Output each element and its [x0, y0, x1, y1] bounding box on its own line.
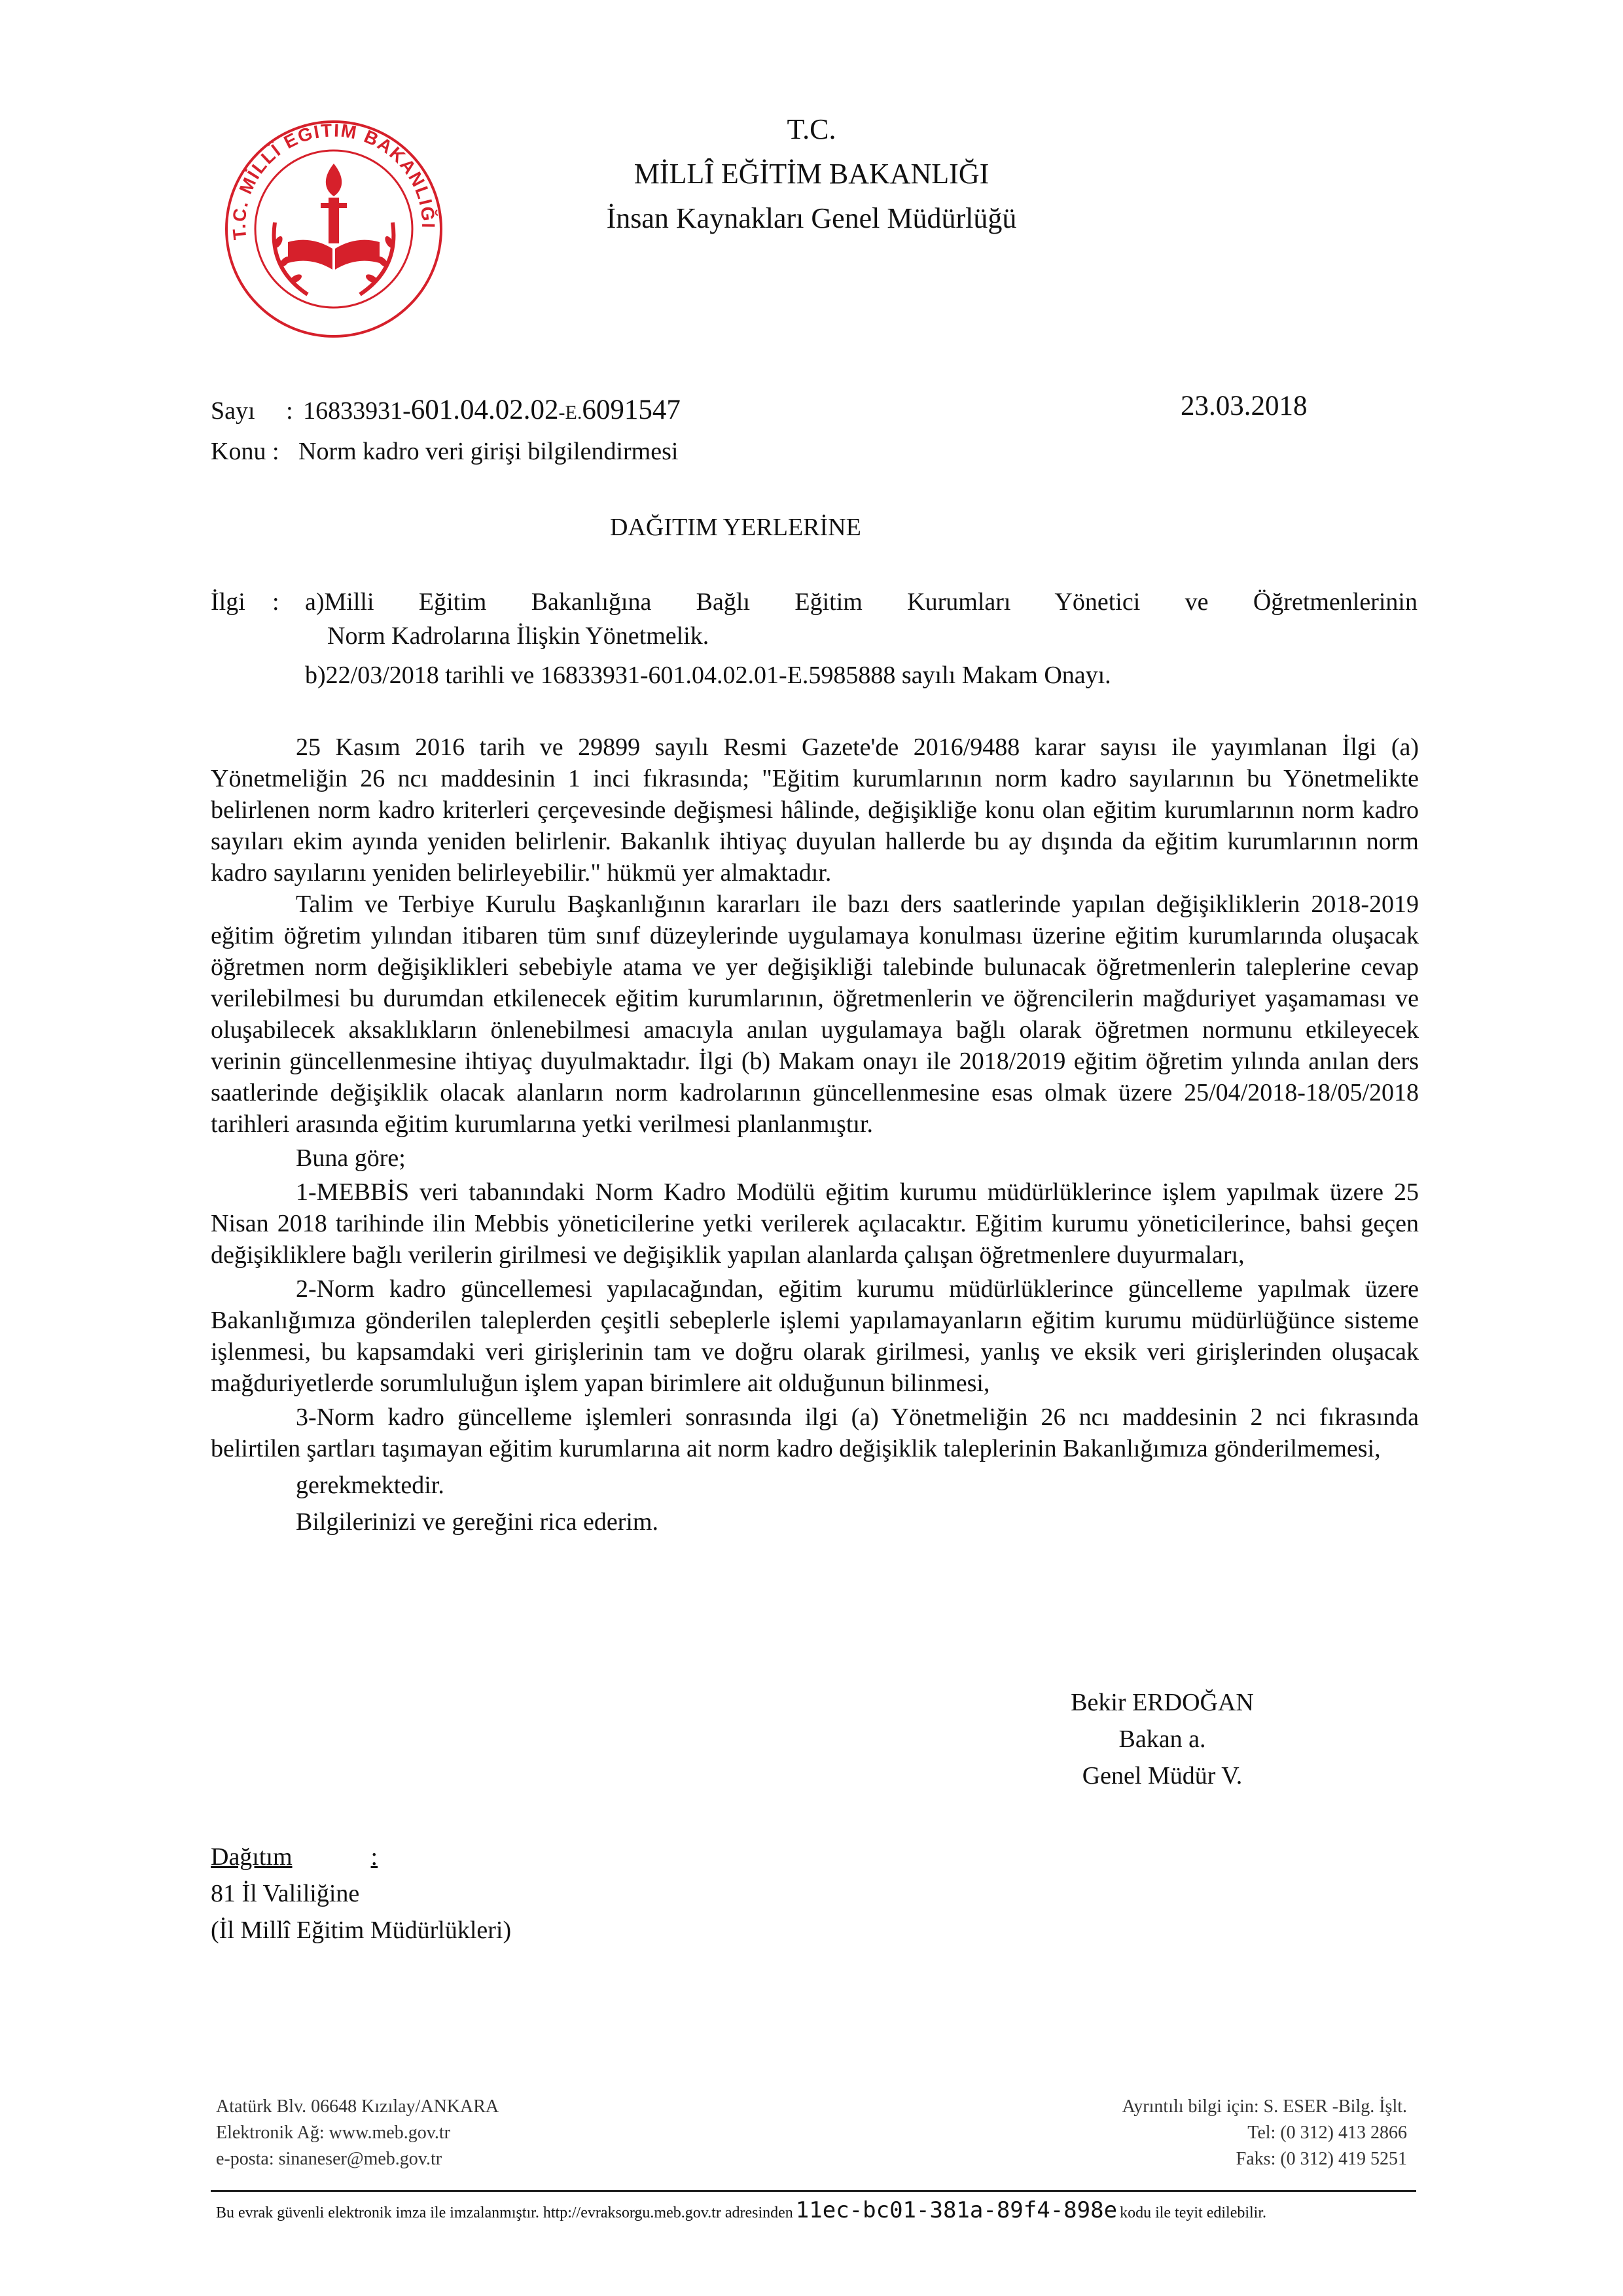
footer-address: Atatürk Blv. 06648 Kızılay/ANKARA	[216, 2096, 499, 2117]
footer-fax: Faks: (0 312) 419 5251	[1236, 2149, 1407, 2169]
distribution-label: Dağıtım	[211, 1843, 293, 1871]
body-paragraph-8: Bilgilerinizi ve gereğini rica ederim.	[296, 1508, 658, 1536]
body-paragraph-6: 3-Norm kadro güncelleme işlemleri sonrasında ilgi (a) Yönetmeliğin 26 ncı maddesinin 2 nci fıkrasında belirtilen şartları taşımayan eğitim kurumlarına ait norm kadro değişiklik taleplerinin Bakanlığımıza gönderilmemesi,	[211, 1404, 1419, 1462]
header-directorate: İnsan Kaynakları Genel Müdürlüğü	[606, 202, 1017, 234]
distribution-colon: :	[370, 1843, 378, 1871]
body-paragraph-2: Talim ve Terbiye Kurulu Başkanlığının kararları ile bazı ders saatlerinde yapılan değişikliklerin 2018-2019 eğitim öğretim yılından itibaren tüm sınıf düzeylerinde uygulamaya konulması üzerine eğitim kurumlarında oluşacak öğretmen norm değişiklikleri sebebiyle atama ve yer değişikliği talebinde bulunacak öğretmenlerin taleplerine cevap verilebilmesi bu durumdan etkilenecek eğitim kurumlarının, öğretmenlerin ve öğrencilerin mağduriyet yaşamaması ve oluşabilecek aksaklıkların önlenebilmesi amacıyla anılan uygulamaya bağlı olarak öğretmen normunu etkileyecek verinin güncellenmesine ihtiyaç duyulmaktadır. İlgi (b) Makam onayı ile 2018/2019 eğitim öğretim yılında anılan ders saatlerinde değişiklik olacak alanların norm kadrolarının güncellenmesine esas olmak üzere 25/04/2018-18/05/2018 tarihleri arasında eğitim kurumlarına yetki verilmesi planlanmıştır.	[211, 891, 1419, 1138]
konu-row	[211, 437, 678, 466]
header-tc: T.C.	[787, 113, 836, 145]
footer-website: Elektronik Ağ: www.meb.gov.tr	[216, 2123, 450, 2143]
footer-divider	[211, 2190, 1416, 2192]
signature-title-2: Genel Müdür V.	[1082, 1762, 1243, 1790]
signature-name: Bekir ERDOĞAN	[1071, 1689, 1254, 1716]
sayi-part2: 601.04.02.02	[410, 395, 559, 425]
body-paragraph-4: 1-MEBBİS veri tabanındaki Norm Kadro Modülü eğitim kurumu müdürlüklerince işlem yapılmak üzere 25 Nisan 2018 tarihinde ilin Mebbis yöneticilerine yetki verilerek açılacaktır. Eğitim kurumu yöneticilerince, bahsi geçen değişikliklere bağlı verilerin girilmesi ve değişiklik yapılan alanlarda çalışan öğretmenlere duyurmaları,	[211, 1178, 1419, 1269]
recipient-heading: DAĞITIM YERLERİNE	[610, 514, 861, 541]
konu-value: Norm kadro veri girişi bilgilendirmesi	[298, 438, 679, 465]
sayi-part4: 6091547	[582, 395, 681, 425]
distribution-heading	[211, 1843, 378, 1871]
ilgi-a-line1: a)Milli Eğitim Bakanlığına Bağlı Eğitim Kurumları Yönetici ve Öğretmenlerinin	[305, 588, 1418, 616]
signature-title-1: Bakan a.	[1118, 1725, 1206, 1753]
ilgi-b-line: b)22/03/2018 tarihli ve 16833931-601.04.02.01-E.5985888 sayılı Makam Onayı.	[305, 662, 1111, 689]
sayi-colon: :	[286, 397, 293, 425]
letter-body	[211, 732, 1419, 1538]
verification-code: 11ec-bc01-381a-89f4-898e	[795, 2197, 1118, 2223]
header-ministry: MİLLÎ EĞİTİM BAKANLIĞI	[633, 158, 990, 190]
ilgi-colon: :	[272, 588, 279, 616]
sayi-row	[211, 394, 681, 426]
body-paragraph-5: 2-Norm kadro güncellemesi yapılacağından, eğitim kurumu müdürlüklerince güncelleme yapılmak üzere Bakanlığımıza gönderilen taleplerden çeşitli sebeplerle işlemi yapılamayanların eğitim kurumu müdürlüğünce sisteme işlenmesi, bu kapsamdaki veri girişlerinin tam ve doğru olarak girilmesi, yanlış ve eksik veri girişlerinden oluşacak mağduriyetlerde sorumluluğun işlem yapan birimlere ait olduğunun bilinmesi,	[211, 1275, 1419, 1397]
footer-contact: Ayrıntılı bilgi için: S. ESER -Bilg. İşlt.	[1122, 2096, 1407, 2117]
document-date: 23.03.2018	[1181, 391, 1308, 421]
body-paragraph-1: 25 Kasım 2016 tarih ve 29899 sayılı Resmi Gazete'de 2016/9488 karar sayısı ile yayımlanan İlgi (a) Yönetmeliğin 26 ncı maddesinin 1 inci fıkrasında; "Eğitim kurumlarının norm kadro sayılarının bu Yönetmelikte belirlenen norm kadro kriterleri çerçevesinde değişmesi hâlinde, değişikliğe konu olan eğitim kurumlarının norm kadro sayıları ekim ayında yeniden belirlenir. Bakanlık ihtiyaç duyulan hallerde bu ay dışında da eğitim kurumlarının norm kadro sayılarını yeniden belirleyebilir." hükmü yer almaktadır.	[211, 733, 1419, 887]
ilgi-label: İlgi	[211, 588, 245, 616]
footer-email: e-posta: sinaneser@meb.gov.tr	[216, 2149, 442, 2169]
sayi-part1: 16833931-	[303, 397, 411, 425]
verification-text-1: Bu evrak güvenli elektronik imza ile imzalanmıştır. http://evraksorgu.meb.gov.tr adresinden	[216, 2204, 793, 2221]
sayi-part3: -E.	[558, 402, 582, 423]
distribution-line-1: 81 İl Valiliğine	[211, 1880, 360, 1907]
distribution-line-2: (İl Millî Eğitim Müdürlükleri)	[211, 1916, 512, 1944]
verification-note	[216, 2197, 1266, 2223]
logo-ring-text: T.C. MİLLÎ EĞİTİM BAKANLIĞI	[228, 120, 439, 241]
body-paragraph-7: gerekmektedir.	[296, 1472, 444, 1499]
konu-label: Konu :	[211, 438, 279, 465]
sayi-label: Sayı	[211, 397, 255, 425]
ilgi-a-line2: Norm Kadrolarına İlişkin Yönetmelik.	[327, 622, 709, 650]
footer-phone: Tel: (0 312) 413 2866	[1247, 2123, 1407, 2143]
body-paragraph-3: Buna göre;	[296, 1144, 406, 1172]
verification-text-2: kodu ile teyit edilebilir.	[1120, 2204, 1267, 2221]
